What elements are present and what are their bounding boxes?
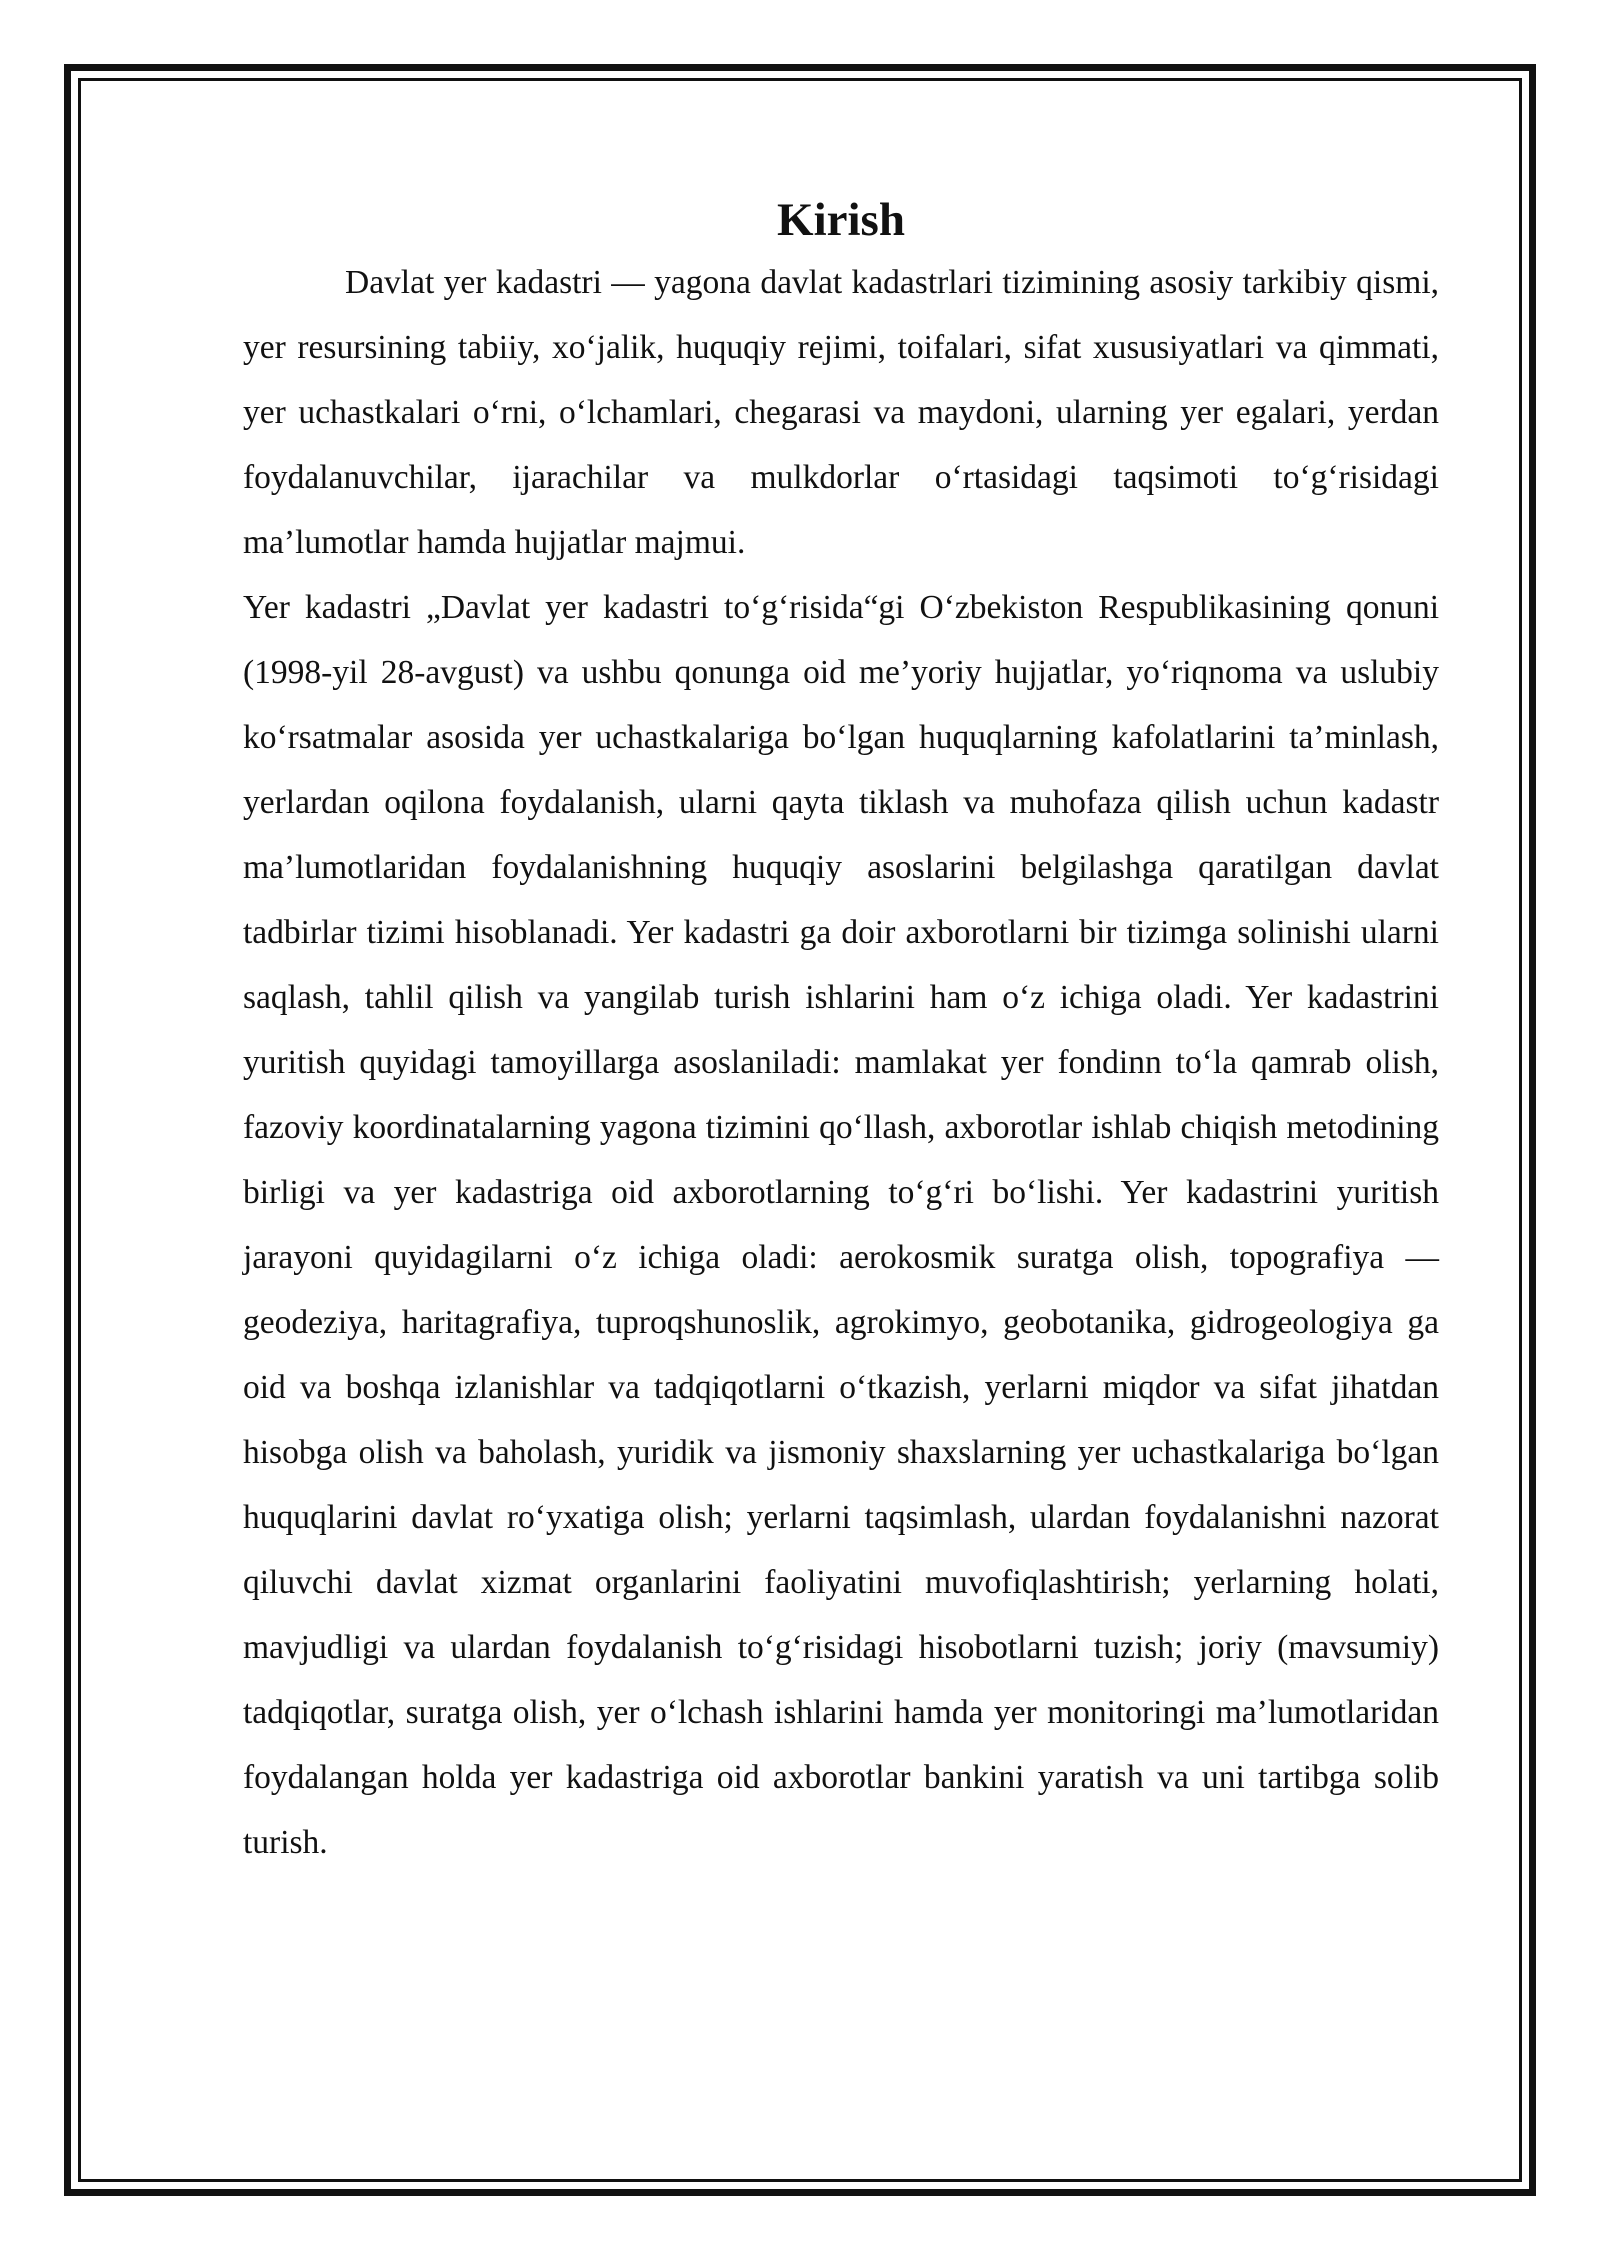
paragraph-legal-basis: Yer kadastri „Davlat yer kadastri to‘g‘risida“gi O‘zbekiston Respublikasining qonuni (1998-yil 28-avgust) va ushbu qonunga oid me’yoriy hujjatlar, yo‘riqnoma va uslubiy ko‘rsatmalar asosida yer uchastkalariga bo‘lgan huquqlarning kafolatlarini ta’minlash, yerlardan oqilona foydalanish, ularni qayta tiklash va muhofaza qilish uchun kadastr ma’lumotlaridan foydalanishning huquqiy asoslarini belgilashga qaratilgan davlat tadbirlar tizimi hisoblanadi. Yer kadastri ga doir axborotlarni bir tizimga solinishi ularni saqlash, tahlil qilish va yangilab turish ishlarini ham o‘z ichiga oladi. Yer kadastrini yuritish quyidagi tamoyillarga asoslaniladi: mamlakat yer fondinn to‘la qamrab olish, fazoviy koordinatalarning yagona tizimini qo‘llash, axborotlar ishlab chiqish metodining birligi va yer kadastriga oid axborotlarning to‘g‘ri bo‘lishi. Yer kadastrini yuritish jarayoni quyidagilarni o‘z ichiga oladi: aerokosmik suratga olish, topografiya — geodeziya, haritagrafiya, tuproqshunoslik, agrokimyo, geobotanika, gidrogeologiya ga oid va boshqa izlanishlar va tadqiqotlarni o‘tkazish, yerlarni miqdor va sifat jihatdan hisobga olish va baholash, yuridik va jismoniy shaxslarning yer uchastkalariga bo‘lgan huquqlarini davlat ro‘yxatiga olish; yerlarni taqsimlash, ulardan foydalanishni nazorat qiluvchi davlat xizmat organlarini faoliyatini muvofiqlashtirish; yerlarning holati, mavjudligi va ulardan foydalanish to‘g‘risidagi hisobotlarni tuzish; joriy (mavsumiy) tadqiqotlar, suratga olish, yer o‘lchash ishlarini hamda yer monitoringi ma’lumotlaridan foydalangan holda yer kadastriga oid axborotlar bankini yaratish va uni tartibga solib turish.	[243, 589, 1439, 1861]
document-body	[243, 190, 1439, 1875]
page-title: Kirish	[777, 194, 905, 246]
paragraph-definition: Davlat yer kadastri — yagona davlat kadastrlari tizimining asosiy tarkibiy qismi, yer resursining tabiiy, xo‘jalik, huquqiy rejimi, toifalari, sifat xususiyatlari va qimmati, yer uchastkalari o‘rni, o‘lchamlari, chegarasi va maydoni, ularning yer egalari, yerdan foydalanuvchilar, ijarachilar va mulkdorlar o‘rtasidagi taqsimoti to‘g‘risidagi ma’lumotlar hamda hujjatlar majmui.	[243, 264, 1439, 561]
